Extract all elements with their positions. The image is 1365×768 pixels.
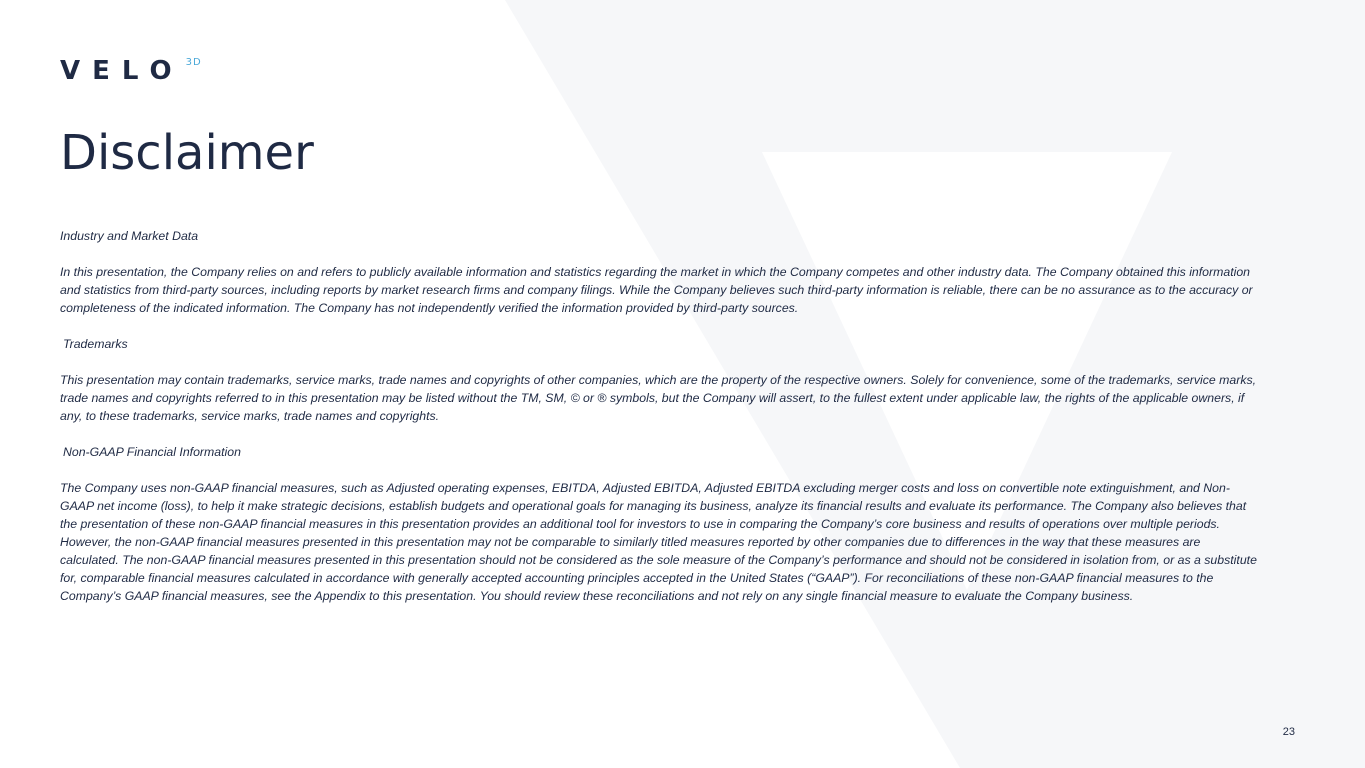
page-title: Disclaimer [60, 125, 314, 181]
section-heading-non-gaap: Non-GAAP Financial Information [63, 445, 241, 459]
velo3d-logo [60, 58, 202, 84]
section-body-non-gaap: The Company uses non-GAAP financial measures, such as Adjusted operating expenses, EBITDA, Adjusted EBITDA, Adjusted EBITDA excluding merger costs and loss on convertible note extinguishment, and Non-GAAP net income (loss), to help it make strategic decisions, establish budgets and operational goals for managing its business, analyze its financial results and evaluate its performance. The Company also believes that the presentation of these non-GAAP financial measures in this presentation provides an additional tool for investors to use in comparing the Company’s core business and results of operations over multiple periods. However, the non-GAAP financial measures presented in this presentation may not be comparable to similarly titled measures reported by other companies due to differences in the way that these measures are calculated. The non-GAAP financial measures presented in this presentation should not be considered as the sole measure of the Company’s performance and should not be considered in isolation from, or as a substitute for, comparable financial measures calculated in accordance with generally accepted accounting principles accepted in the United States (“GAAP”). For reconciliations of these non-GAAP financial measures to the Company’s GAAP financial measures, see the Appendix to this presentation. You should review these reconciliations and not rely on any single financial measure to evaluate the Company business. [60, 481, 1257, 603]
section-heading-industry: Industry and Market Data [60, 229, 199, 243]
page-number: 23 [1282, 726, 1295, 738]
logo-wordmark: VELO [60, 56, 184, 86]
disclaimer-content [60, 227, 1260, 623]
section-body-industry: In this presentation, the Company relies on and refers to publicly available information and statistics regarding the market in which the Company competes and other industry data. The Company obtained this information and statistics from third-party sources, including reports by market research firms and company filings. While the Company believes such third-party information is reliable, there can be no assurance as to the accuracy or completeness of the indicated information. The Company has not independently verified the information provided by third-party sources. [60, 265, 1253, 315]
logo-superscript: 3D [185, 57, 202, 68]
section-heading-trademarks: Trademarks [63, 337, 128, 351]
section-body-trademarks: This presentation may contain trademarks, service marks, trade names and copyrights of other companies, which are the property of the respective owners. Solely for convenience, some of the trademarks, service marks, trade names and copyrights referred to in this presentation may be listed without the TM, SM, © or ® symbols, but the Company will assert, to the fullest extent under applicable law, the rights of the applicable owners, if any, to these trademarks, service marks, trade names and copyrights. [60, 373, 1257, 423]
